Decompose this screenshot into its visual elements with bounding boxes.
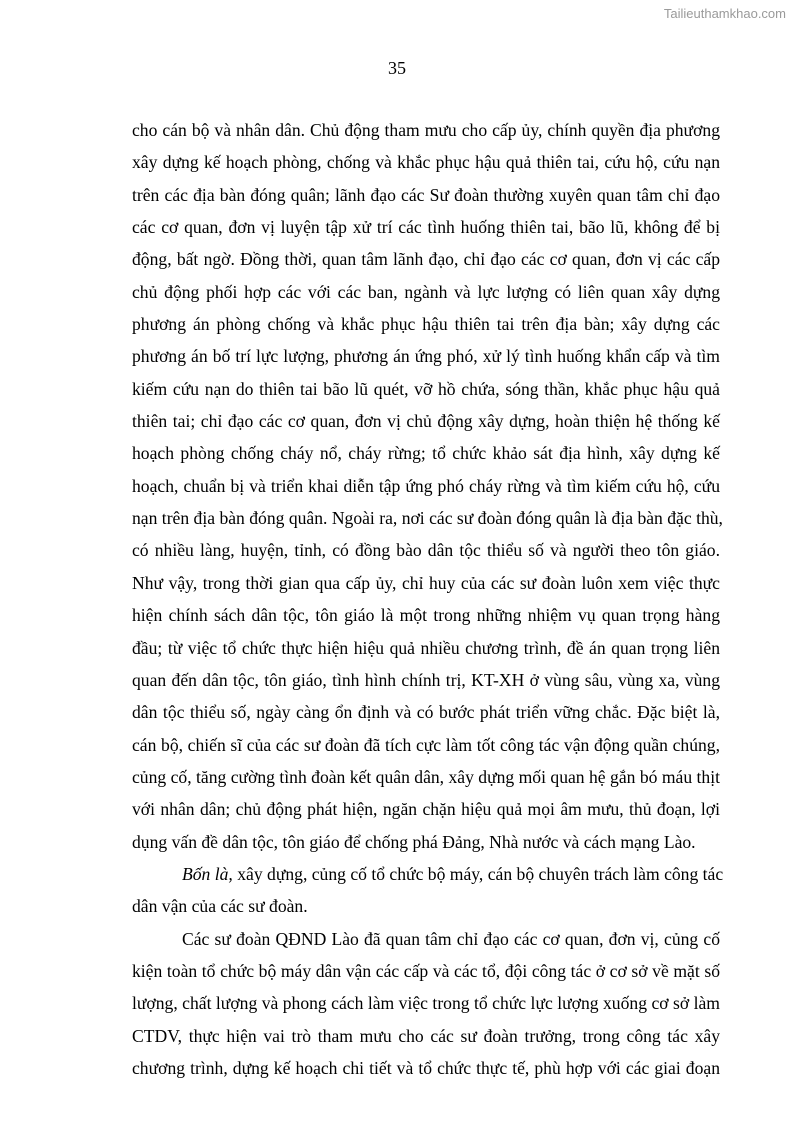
line-text: dân tộc thiểu số, ngày càng ổn định và có bước phát triển vững chắc. Đặc biệt là, — [132, 702, 720, 723]
line-text: phương án bố trí lực lượng, phương án ứng phó, xử lý tình huống khẩn cấp và tìm — [132, 346, 720, 367]
text-line — [132, 211, 720, 243]
line-text: cán bộ, chiến sĩ của các sư đoàn đã tích cực làm tốt công tác vận động quần chúng, — [132, 734, 720, 755]
text-line — [132, 858, 724, 890]
line-text: có nhiều làng, huyện, tỉnh, có đồng bào dân tộc thiểu số và người theo tôn giáo. — [132, 540, 720, 561]
line-text: chương trình, dựng kế hoạch chi tiết và tổ chức thực tế, phù hợp với các giai đoạn — [132, 1057, 720, 1078]
line-text: Như vậy, trong thời gian qua cấp ủy, chỉ huy của các sư đoàn luôn xem việc thực — [132, 572, 720, 593]
line-text: với nhân dân; chủ động phát hiện, ngăn chặn hiệu quả mọi âm mưu, thủ đoạn, lợi — [132, 799, 720, 820]
text-line — [132, 632, 720, 664]
line-text: đầu; từ việc tổ chức thực hiện hiệu quả nhiều chương trình, đề án quan trọng liên — [132, 637, 720, 658]
text-line — [132, 502, 723, 534]
line-text: hoạch phòng chống cháy nổ, cháy rừng; tổ chức khảo sát địa hình, xây dựng kế — [132, 443, 720, 464]
line-text: củng cố, tăng cường tình đoàn kết quân dân, xây dựng mối quan hệ gắn bó máu thịt — [132, 766, 720, 787]
line-text: quan đến dân tộc, tôn giáo, tình hình chính trị, KT-XH ở vùng sâu, vùng xa, vùng — [132, 669, 720, 690]
line-text: động, bất ngờ. Đồng thời, quan tâm lãnh đạo, chỉ đạo các cơ quan, đơn vị các cấp — [132, 249, 720, 270]
line-text: kiện toàn tổ chức bộ máy dân vận các cấp và các tổ, đội công tác ở cơ sở về mặt số — [132, 960, 720, 981]
text-line — [132, 1052, 720, 1084]
text-line — [132, 599, 720, 631]
text-line — [132, 243, 720, 275]
text-line — [132, 567, 720, 599]
text-line — [132, 826, 720, 858]
line-text: kiếm cứu nạn do thiên tai bão lũ quét, vỡ hồ chứa, sóng thần, khắc phục hậu quả — [132, 378, 720, 399]
line-text: dụng vấn đề dân tộc, tôn giáo để chống phá Đảng, Nhà nước và cách mạng Lào. — [132, 831, 696, 852]
text-line — [132, 793, 720, 825]
line-text: xây dựng, củng cố tổ chức bộ máy, cán bộ chuyên trách làm công tác — [232, 863, 724, 884]
line-text: lượng, chất lượng và phong cách làm việc trong tổ chức lực lượng xuống cơ sở làm — [132, 993, 720, 1014]
text-line — [132, 1020, 720, 1052]
line-text: nạn trên địa bàn đóng quân. Ngoài ra, nơi các sư đoàn đóng quân là địa bàn đặc thù, — [132, 508, 723, 529]
text-line — [132, 955, 720, 987]
text-line — [132, 470, 720, 502]
line-text: phương án phòng chống và khắc phục hậu thiên tai trên địa bàn; xây dựng các — [132, 314, 720, 335]
line-text: hoạch, chuẩn bị và triển khai diễn tập ứng phó cháy rừng và tìm kiếm cứu hộ, cứu — [132, 475, 720, 496]
line-text: chủ động phối hợp các với các ban, ngành và lực lượng có liên quan xây dựng — [132, 281, 720, 302]
text-line — [132, 114, 720, 146]
italic-lead: Bốn là, — [182, 863, 233, 884]
line-text: xây dựng kế hoạch phòng, chống và khắc phục hậu quả thiên tai, cứu hộ, cứu nạn — [132, 152, 720, 173]
text-line — [132, 761, 720, 793]
text-line — [132, 373, 720, 405]
text-line — [132, 534, 720, 566]
line-text: các cơ quan, đơn vị luyện tập xử trí các tình huống thiên tai, bão lũ, không để bị — [132, 217, 720, 238]
text-line — [132, 179, 720, 211]
line-text: hiện chính sách dân tộc, tôn giáo là một trong những nhiệm vụ quan trọng hàng — [132, 605, 720, 626]
text-line — [132, 987, 720, 1019]
line-text: CTDV, thực hiện vai trò tham mưu cho các sư đoàn trưởng, trong công tác xây — [132, 1025, 720, 1046]
text-line — [132, 308, 720, 340]
text-line — [132, 437, 720, 469]
text-line — [132, 696, 720, 728]
line-text: cho cán bộ và nhân dân. Chủ động tham mưu cho cấp ủy, chính quyền địa phương — [132, 120, 720, 140]
text-line — [132, 276, 720, 308]
line-text: Các sư đoàn QĐND Lào đã quan tâm chỉ đạo các cơ quan, đơn vị, củng cố — [182, 928, 720, 949]
text-line — [132, 664, 720, 696]
text-line — [132, 405, 720, 437]
line-text: trên các địa bàn đóng quân; lãnh đạo các Sư đoàn thường xuyên quan tâm chỉ đạo — [132, 184, 720, 205]
watermark: Tailieuthamkhao.com — [663, 6, 786, 21]
text-line — [132, 729, 720, 761]
page-number: 35 — [388, 58, 406, 78]
text-line — [132, 890, 720, 922]
line-text: thiên tai; chỉ đạo các cơ quan, đơn vị chủ động xây dựng, hoàn thiện hệ thống kế — [132, 411, 720, 432]
body-text — [132, 114, 724, 1084]
line-text: dân vận của các sư đoàn. — [132, 896, 308, 917]
text-line — [132, 340, 720, 372]
text-line — [132, 923, 720, 955]
text-line — [132, 146, 720, 178]
